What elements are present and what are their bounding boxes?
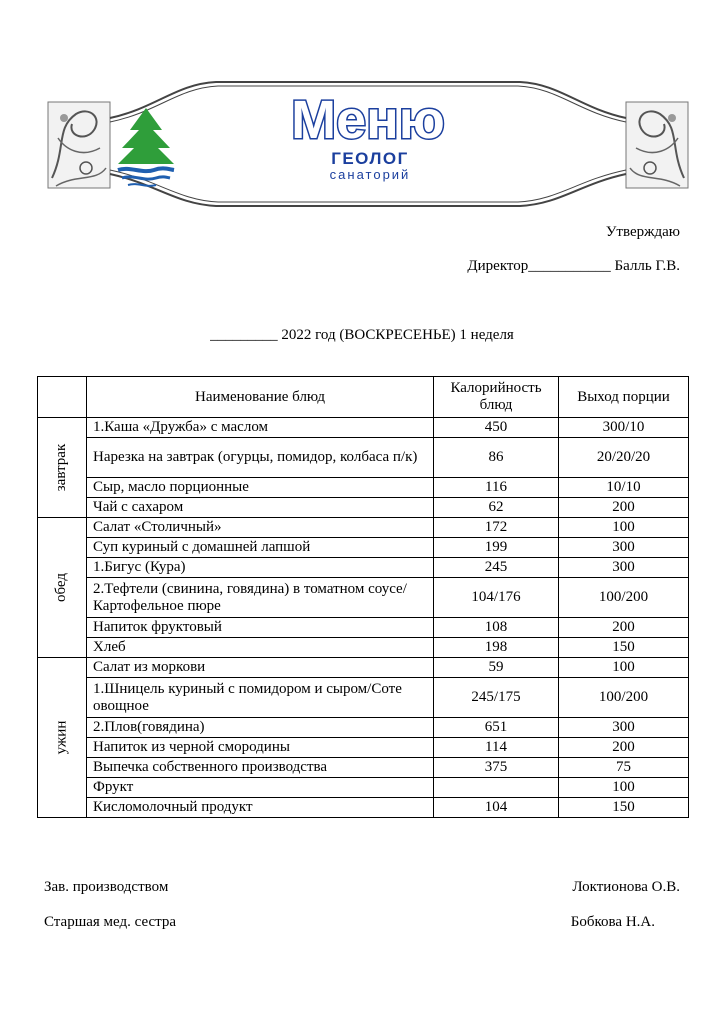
table-row xyxy=(38,578,689,618)
dish-cell: Хлеб xyxy=(87,638,434,658)
table-row xyxy=(38,538,689,558)
table-header-row xyxy=(38,377,689,418)
dish-cell: Нарезка на завтрак (огурцы, помидор, колбаса п/к) xyxy=(87,438,434,478)
table-row xyxy=(38,618,689,638)
table-row xyxy=(38,438,689,478)
brand-subtitle: санаторий xyxy=(329,167,411,182)
meal-cell: обед xyxy=(38,518,87,658)
table-row xyxy=(38,638,689,658)
portion-cell: 100/200 xyxy=(559,678,689,718)
calories-cell: 651 xyxy=(434,718,559,738)
menu-title-text: Меню xyxy=(291,90,445,150)
portion-cell: 75 xyxy=(559,758,689,778)
table-row xyxy=(38,518,689,538)
dish-cell: 1.Каша «Дружба» с маслом xyxy=(87,418,434,438)
portion-cell: 100 xyxy=(559,658,689,678)
portion-cell: 200 xyxy=(559,618,689,638)
calories-cell: 59 xyxy=(434,658,559,678)
calories-cell: 62 xyxy=(434,498,559,518)
portion-cell: 100 xyxy=(559,518,689,538)
meal-cell: завтрак xyxy=(38,418,87,518)
table-row xyxy=(38,798,689,818)
portion-cell: 200 xyxy=(559,498,689,518)
calories-cell: 108 xyxy=(434,618,559,638)
calories-cell: 172 xyxy=(434,518,559,538)
dish-cell: 1.Шницель куриный с помидором и сыром/Соте овощное xyxy=(87,678,434,718)
right-ornament-icon xyxy=(626,102,688,188)
table-row xyxy=(38,418,689,438)
portion-cell: 150 xyxy=(559,798,689,818)
table-row xyxy=(38,678,689,718)
table-row xyxy=(38,558,689,578)
portion-cell: 100 xyxy=(559,778,689,798)
dish-cell: 2.Тефтели (свинина, говядина) в томатном соусе/Картофельное пюре xyxy=(87,578,434,618)
table-row xyxy=(38,658,689,678)
dish-cell: Салат из моркови xyxy=(87,658,434,678)
dish-cell: Напиток из черной смородины xyxy=(87,738,434,758)
calories-cell: 245/175 xyxy=(434,678,559,718)
table-row xyxy=(38,498,689,518)
footer-name-production: Локтионова О.В. xyxy=(572,879,680,895)
calories-cell: 116 xyxy=(434,478,559,498)
portion-cell: 300 xyxy=(559,538,689,558)
approval-label: Утверждаю xyxy=(605,224,680,240)
menu-title xyxy=(273,88,463,152)
calories-cell: 104/176 xyxy=(434,578,559,618)
dish-cell: Чай с сахаром xyxy=(87,498,434,518)
director-signature-line: Директор___________ Балль Г.В. xyxy=(467,258,680,274)
calories-header: Калорийность блюд xyxy=(434,377,559,418)
calories-cell: 450 xyxy=(434,418,559,438)
calories-cell: 245 xyxy=(434,558,559,578)
calories-cell: 114 xyxy=(434,738,559,758)
portion-cell: 300 xyxy=(559,558,689,578)
table-row xyxy=(38,758,689,778)
dish-cell: Выпечка собственного производства xyxy=(87,758,434,778)
brand-block xyxy=(310,150,430,182)
menu-table xyxy=(37,376,689,818)
portion-cell: 300 xyxy=(559,718,689,738)
footer-role-nurse: Старшая мед. сестра xyxy=(44,914,177,930)
dish-header: Наименование блюд xyxy=(87,377,434,418)
calories-cell: 198 xyxy=(434,638,559,658)
dish-cell: Кисломолочный продукт xyxy=(87,798,434,818)
calories-cell: 86 xyxy=(434,438,559,478)
meal-cell: ужин xyxy=(38,658,87,818)
dish-cell: 1.Бигус (Кура) xyxy=(87,558,434,578)
footer-role-production: Зав. производством xyxy=(44,879,169,895)
brand-name: ГЕОЛОГ xyxy=(331,149,409,168)
portion-cell: 150 xyxy=(559,638,689,658)
table-row xyxy=(38,738,689,758)
date-line: _________ 2022 год (ВОСКРЕСЕНЬЕ) 1 неделя xyxy=(210,327,514,343)
dish-cell: Фрукт xyxy=(87,778,434,798)
portion-cell: 100/200 xyxy=(559,578,689,618)
calories-cell xyxy=(434,778,559,798)
portion-cell: 200 xyxy=(559,738,689,758)
left-ornament-icon xyxy=(48,102,110,188)
portion-cell: 20/20/20 xyxy=(559,438,689,478)
table-row xyxy=(38,478,689,498)
dish-cell: 2.Плов(говядина) xyxy=(87,718,434,738)
portion-header: Выход порции xyxy=(559,377,689,418)
dish-cell: Напиток фруктовый xyxy=(87,618,434,638)
calories-cell: 375 xyxy=(434,758,559,778)
meal-header xyxy=(38,377,87,418)
dish-cell: Суп куриный с домашней лапшой xyxy=(87,538,434,558)
table-row xyxy=(38,778,689,798)
calories-cell: 199 xyxy=(434,538,559,558)
dish-cell: Салат «Столичный» xyxy=(87,518,434,538)
dish-cell: Сыр, масло порционные xyxy=(87,478,434,498)
calories-cell: 104 xyxy=(434,798,559,818)
portion-cell: 300/10 xyxy=(559,418,689,438)
footer-name-nurse: Бобкова Н.А. xyxy=(570,914,655,930)
portion-cell: 10/10 xyxy=(559,478,689,498)
table-row xyxy=(38,718,689,738)
